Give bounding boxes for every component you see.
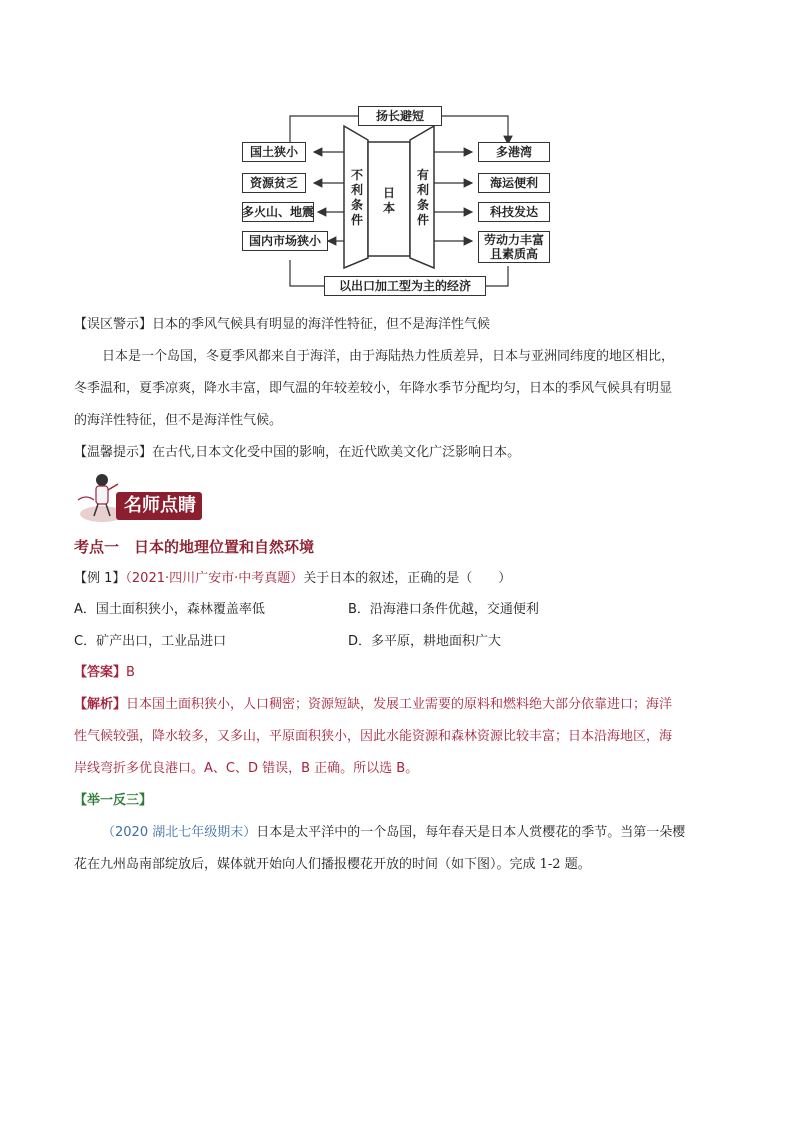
section-banner	[74, 470, 204, 526]
example-question-text: 关于日本的叙述，正确的是（ ）	[303, 571, 512, 586]
analysis-text-1: 日本国土面积狭小，人口稠密；资源短缺，发展工业需要的原料和燃料绝大部分依靠进口；海洋	[126, 697, 673, 712]
bottom-box: 以出口加工型为主的经济	[324, 276, 486, 296]
right-item-4-line2: 且素质高	[489, 247, 538, 261]
japan-economy-diagram	[236, 100, 566, 300]
analysis-tag: 【解析】	[74, 697, 127, 712]
analysis-line-1	[74, 696, 672, 713]
diagram-connectors	[236, 100, 566, 300]
tip-tag: 【温馨提示】	[74, 445, 153, 460]
misconception-tag: 【误区警示】	[74, 317, 153, 332]
practice-source: （2020 湖北七年级期末）	[102, 825, 257, 840]
practice-text-1: 日本是太平洋中的一个岛国，每年春天是日本人赏樱花的季节。当第一朵樱	[256, 825, 686, 840]
right-band-label: 有利条件	[416, 168, 429, 227]
example-source: （2021·四川广安市·中考真题）	[125, 571, 304, 586]
top-box: 扬长避短	[358, 106, 442, 126]
tip-line	[74, 444, 520, 461]
answer-line	[74, 664, 135, 681]
option-c: C．矿产出口，工业品进口	[74, 634, 227, 649]
example-question	[74, 570, 511, 587]
practice-tag: 【举一反三】	[74, 793, 153, 808]
section-title: 考点一 日本的地理位置和自然环境	[74, 538, 315, 556]
answer-value: B	[126, 665, 135, 680]
practice-line-2: 花在九州岛南部绽放后，媒体就开始向人们播报樱花开放的时间（如下图）。完成 1-2 题。	[74, 857, 591, 872]
misconception-text: 日本的季风气候具有明显的海洋性特征，但不是海洋性气候	[152, 317, 491, 332]
banner-label: 名师点睛	[124, 495, 196, 516]
practice-line-1	[102, 824, 685, 841]
left-item-3: 多火山、地震	[242, 202, 314, 222]
right-item-1: 多港湾	[478, 142, 550, 162]
left-band-label: 不利条件	[350, 168, 363, 227]
option-a: A．国土面积狭小，森林覆盖率低	[74, 602, 265, 617]
right-item-4	[478, 231, 550, 263]
left-item-2: 资源贫乏	[242, 173, 306, 193]
left-item-1: 国土狭小	[242, 142, 306, 162]
analysis-line-3: 岸线弯折多优良港口。A、C、D 错误，B 正确。所以选 B。	[74, 761, 419, 776]
right-item-4-line1: 劳动力丰富	[483, 233, 544, 247]
example-label: 【例 1】	[74, 571, 126, 586]
analysis-line-2: 性气候较强，降水较多，又多山，平原面积狭小，因此水能资源和森林资源比较丰富；日本沿海地区，海	[74, 729, 673, 744]
tip-text: 在古代,日本文化受中国的影响，在近代欧美文化广泛影响日本。	[152, 445, 521, 460]
right-item-3: 科技发达	[478, 202, 550, 222]
right-item-2: 海运便利	[478, 173, 550, 193]
left-item-4: 国内市场狭小	[242, 231, 328, 251]
option-b: B．沿海港口条件优越，交通便利	[348, 602, 539, 617]
answer-tag: 【答案】	[74, 665, 127, 680]
center-label: 日本	[382, 186, 395, 215]
misconception-body-line-2: 冬季温和，夏季凉爽，降水丰富，即气温的年较差较小，年降水季节分配均匀，日本的季风气候具有明显	[74, 381, 673, 396]
option-d: D．多平原，耕地面积广大	[348, 634, 502, 649]
misconception-heading	[74, 316, 490, 333]
misconception-body-line-3: 的海洋性特征，但不是海洋性气候。	[74, 413, 283, 428]
misconception-body-line-1: 日本是一个岛国，冬夏季风都来自于海洋，由于海陆热力性质差异，日本与亚洲同纬度的地区相比，	[102, 349, 675, 364]
